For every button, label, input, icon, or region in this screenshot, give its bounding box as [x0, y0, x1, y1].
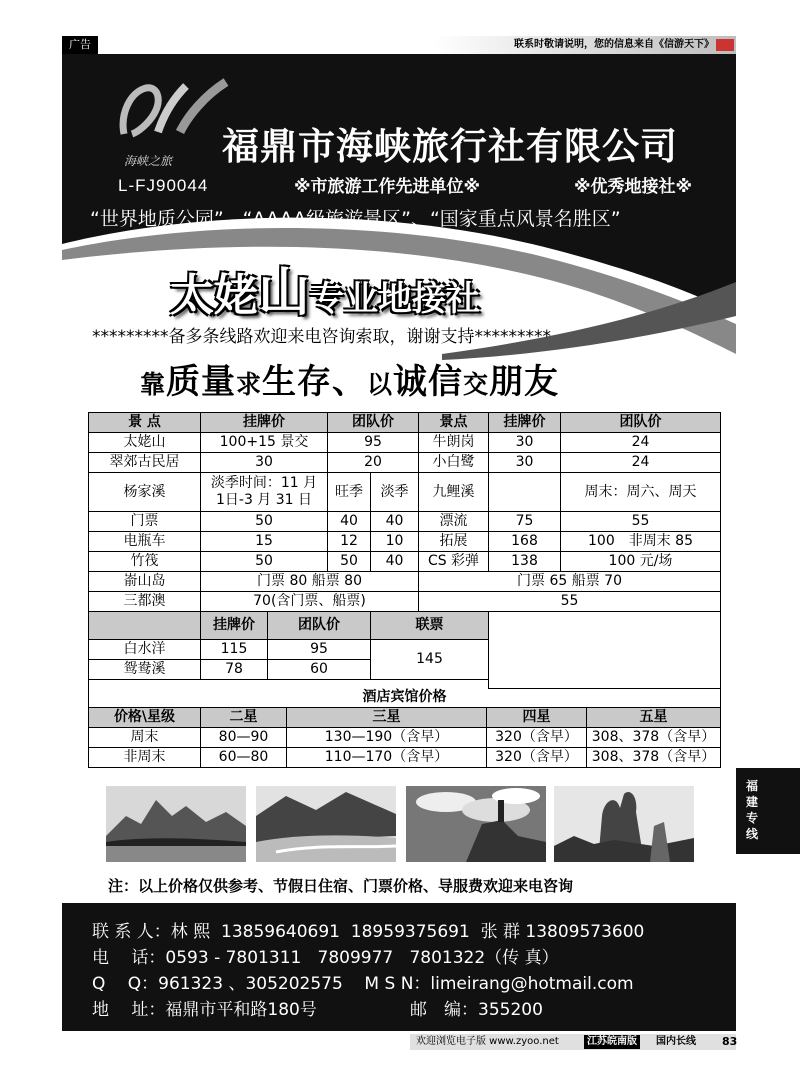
page-footer	[410, 1034, 736, 1050]
table-row: 非周末 60—80 110—170（含早） 320（含早） 308、378（含早）	[89, 747, 721, 767]
company-banner	[62, 54, 736, 412]
scenic-photos	[106, 786, 694, 862]
page-number: 83	[722, 1035, 738, 1048]
scenic-price-table	[88, 412, 721, 689]
source-note: 联系时敬请说明，您的信息来自《信游天下》	[514, 39, 714, 50]
ad-tag: 广告	[62, 36, 98, 54]
hotel-header-row: 价格\星级 二星 三星 四星 五星	[89, 707, 721, 727]
contact-person: 联 系 人：林 熙 13859640691 18959375691 张 群 13809573600	[92, 922, 645, 942]
welcome-line: *********备多条线路欢迎来电咨询索取，谢谢支持*********	[92, 327, 551, 347]
table-row: 白水洋 115 95 145	[89, 640, 721, 660]
table-header-row: 景 点 挂牌价 团队价 景点 挂牌价 团队价	[89, 413, 721, 433]
company-name: 福鼎市海峡旅行社有限公司	[222, 125, 678, 168]
contact-address: 地 址：福鼎市平和路180号	[92, 1000, 317, 1020]
footer-section: 国内长线	[656, 1036, 696, 1047]
license-number: L-FJ90044	[118, 176, 209, 195]
scenic-photo	[256, 786, 396, 862]
table-row: 杨家溪 淡季时间：11 月 1日-3 月 31 日 旺季 淡季 九鲤溪 周末：周六、周天	[89, 473, 721, 512]
table-row: 三都澳 70(含门票、船票) 55	[89, 592, 721, 612]
award-badge: ※市旅游工作先进单位※	[294, 177, 481, 197]
table-row: 嵛山岛 门票 80 船票 80 门票 65 船票 70	[89, 572, 721, 592]
section-tab: 福建专线	[736, 768, 800, 854]
table-row: 翠郊古民居 30 20 小白鹭 30 24	[89, 453, 721, 473]
footer-edition: 江苏皖南版	[584, 1035, 640, 1049]
table-row: 鸳鸯溪 78 60	[89, 660, 721, 680]
award-badge: ※优秀地接社※	[574, 177, 693, 197]
hotel-price-table	[88, 688, 721, 768]
table-row: 电瓶车 15 12 10 拓展 168 100 非周末 85	[89, 532, 721, 552]
contact-postcode: 邮 编：355200	[410, 1000, 543, 1020]
footer-url: 欢迎浏览电子版 www.zyoo.net	[416, 1036, 559, 1047]
price-table	[88, 412, 720, 768]
hotel-table-title: 酒店宾馆价格	[89, 688, 721, 708]
logo-subtitle: 海峡之旅	[124, 154, 173, 168]
sub-table-header-row: 挂牌价 团队价 联票	[89, 612, 721, 640]
table-row: 周末 80—90 130—190（含早） 320（含早） 308、378（含早）	[89, 727, 721, 747]
company-logo-icon	[114, 74, 234, 148]
publisher-logo-icon	[716, 39, 734, 51]
contact-phone: 电 话：0593 - 7801311 7809977 7801322（传 真）	[92, 948, 559, 968]
scenic-slogan: “世界地质公园”、“AAAA级旅游景区”、“国家重点风景名胜区”	[90, 208, 621, 230]
specialty-headline: 太姥山专业地接社	[170, 262, 481, 323]
table-row: 太姥山 100+15 景交 95 牛朗岗 30 24	[89, 433, 721, 453]
price-disclaimer: 注：以上价格仅供参考、节假日住宿、门票价格、导服费欢迎来电咨询	[108, 877, 574, 895]
scenic-photo	[554, 786, 694, 862]
scenic-photo	[406, 786, 546, 862]
table-row: 门票 50 40 40 漂流 75 55	[89, 512, 721, 532]
contact-panel	[62, 903, 736, 1031]
contact-qq-msn: Q Q：961323 、305202575 M S N：limeirang@hotmail.com	[92, 974, 634, 994]
scenic-photo	[106, 786, 246, 862]
table-row: 竹筏 50 50 40 CS 彩弹 138 100 元/场	[89, 552, 721, 572]
company-motto: 靠质量求生存、以诚信交朋友	[140, 362, 560, 402]
